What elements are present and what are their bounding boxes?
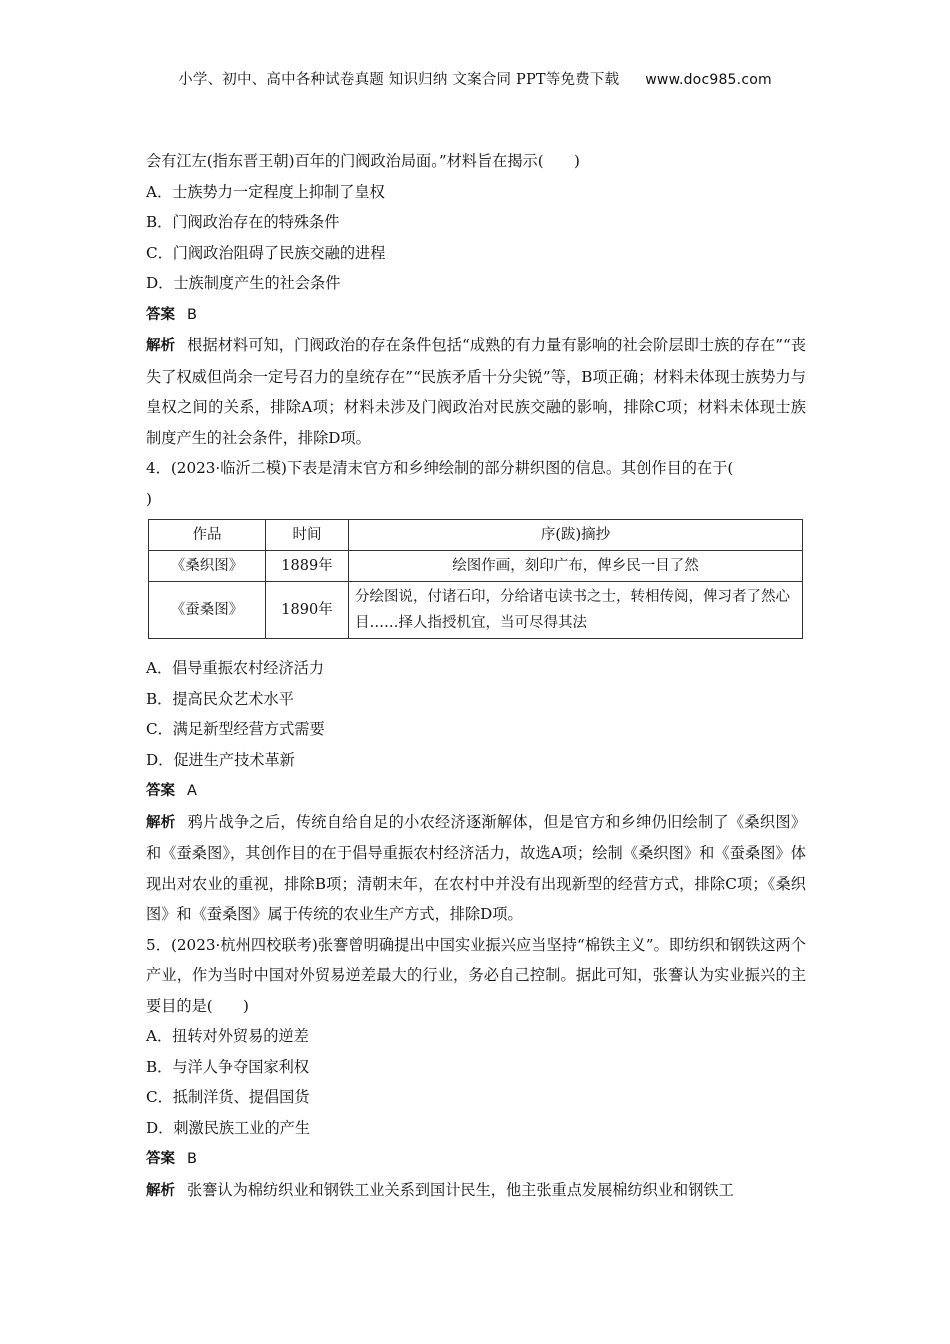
q3-option-a: A．士族势力一定程度上抑制了皇权 [146, 182, 385, 201]
analysis-text: 根据材料可知，门阀政治的存在条件包括“成熟的有力量有影响的社会阶层即士族的存在”“丧失了权威但尚余一定号召力的皇统存在”“民族矛盾十分尖锐”等，B项正确；材料未体现士族势力与皇权之间的关系，排除A项；材料未涉及门阀政治对民族交融的影响，排除C项；材料未体现士族制度产生的社会条件，排除D项。 [146, 336, 807, 447]
page-header [0, 68, 950, 89]
q5-option-a: A．扭转对外贸易的逆差 [146, 1027, 309, 1045]
q3-stem-tail: 会有江左(指东晋王朝)百年的门阀政治局面。”材料旨在揭示( ) [146, 152, 580, 170]
table-header-cell: 时间 [266, 520, 349, 551]
q4-table [148, 519, 803, 639]
q5-option-b: B．与洋人争夺国家利权 [146, 1057, 310, 1076]
answer-value: B [187, 306, 197, 323]
answer-label: 答案 [146, 783, 175, 799]
q5-answer [146, 1143, 806, 1175]
answer-label: 答案 [146, 1151, 175, 1167]
answer-value: A [187, 783, 197, 799]
analysis-label: 解析 [146, 1182, 175, 1199]
q3-option-d: D．士族制度产生的社会条件 [146, 274, 341, 292]
q5-option-d: D．刺激民族工业的产生 [146, 1118, 311, 1137]
header-text: 小学、初中、高中各种试卷真题 知识归纳 文案合同 PPT等免费下载 [178, 72, 620, 88]
table-cell: 分绘图说，付诸石印，分给诸屯读书之士，转相传阅，俾习者了然心目……择人指授机宜，当可尽得其法 [349, 582, 803, 639]
q4-answer [146, 775, 806, 807]
q3-analysis [146, 330, 806, 453]
document-body [146, 146, 806, 1206]
table-header-cell: 作品 [149, 520, 266, 551]
table-cell: 《桑织图》 [149, 551, 266, 582]
answer-value: B [187, 1151, 197, 1167]
q3-option-c: C．门阀政治阻碍了民族交融的进程 [146, 243, 386, 262]
table-header-row [149, 520, 803, 551]
q4-analysis [146, 807, 806, 930]
q4-stem-text: 4．(2023·临沂二模)下表是清末官方和乡绅绘制的部分耕织图的信息。其创作目的在于( [146, 459, 734, 477]
q3-answer [146, 299, 806, 331]
analysis-text: 张謇认为棉纺织业和钢铁工业关系到国计民生，他主张重点发展棉纺织业和钢铁工 [187, 1180, 734, 1199]
q3-option-b: B．门阀政治存在的特殊条件 [146, 213, 340, 231]
header-url[interactable]: www.doc985.com [645, 72, 772, 88]
table-header-cell: 序(跋)摘抄 [349, 520, 803, 551]
table-row [149, 582, 803, 639]
analysis-label: 解析 [146, 814, 176, 831]
q4-option-b: B．提高民众艺术水平 [146, 689, 294, 708]
q5-stem: 5．(2023·杭州四校联考)张謇曾明确提出中国实业振兴应当坚持“棉铁主义”。即纺织和钢铁这两个产业，作为当时中国对外贸易逆差最大的行业，务必自己控制。据此可知，张謇认为实业振兴的主要目的是( ) [146, 935, 806, 1015]
q4-option-c: C．满足新型经营方式需要 [146, 720, 325, 738]
q4-stem [146, 453, 806, 514]
answer-label: 答案 [146, 306, 175, 323]
q4-option-a: A．倡导重振农村经济活力 [146, 659, 325, 677]
q4-option-d: D．促进生产技术革新 [146, 750, 295, 769]
analysis-label: 解析 [146, 338, 176, 354]
q4-stem-end: ) [146, 489, 152, 508]
table-cell: 《蚕桑图》 [149, 582, 266, 639]
table-cell: 1890年 [266, 582, 349, 639]
table-cell: 绘图作画，刻印广布，俾乡民一目了然 [349, 551, 803, 582]
analysis-text: 鸦片战争之后，传统自给自足的小农经济逐渐解体，但是官方和乡绅仍旧绘制了《桑织图》和《蚕桑图》，其创作目的在于倡导重振农村经济活力，故选A项；绘制《桑织图》和《蚕桑图》体现出对农业的重视，排除B项；清朝末年，在农村中并没有出现新型的经营方式，排除C项；《桑织图》和《蚕桑图》属于传统的农业生产方式，排除D项。 [146, 812, 807, 923]
q5-analysis [146, 1175, 806, 1207]
q5-option-c: C．抵制洋货、提倡国货 [146, 1088, 310, 1106]
table-cell: 1889年 [266, 551, 349, 582]
table-row [149, 551, 803, 582]
